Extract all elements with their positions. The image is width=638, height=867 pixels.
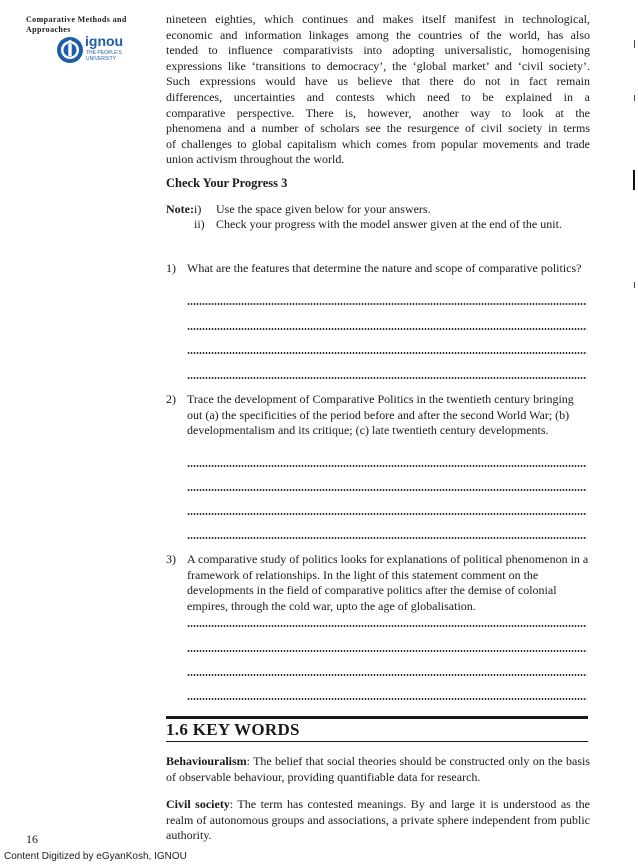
section-heading-key-words: 1.6 KEY WORDS xyxy=(166,720,300,739)
intro-line: expressions like ‘transitions to democracy’, the ‘global market’ and ‘civil society’. xyxy=(166,58,590,73)
question-text: A comparative study of politics looks for explanations of political phenomenon in a framework of relationships. In the light of this statement comment on the developments in the field of comparative politics after the demise of colonial empires, through the cold war, upto the age of globalisation. xyxy=(187,552,589,613)
answer-line[interactable] xyxy=(187,537,587,539)
key-word-entry xyxy=(166,754,590,785)
answer-line[interactable] xyxy=(187,625,587,627)
answer-line[interactable] xyxy=(187,513,587,515)
answer-line[interactable] xyxy=(187,303,587,305)
note-item xyxy=(166,202,590,217)
logo-tagline xyxy=(86,50,126,62)
scan-mark xyxy=(634,95,635,101)
note-block xyxy=(166,202,590,232)
answer-line[interactable] xyxy=(187,650,587,652)
note-item-number: ii) xyxy=(194,217,205,231)
answer-line[interactable] xyxy=(187,674,587,676)
intro-line: tended to influence comparativists into adopting universalistic, homogenising xyxy=(166,43,590,58)
running-header-line-1: Comparative Methods and xyxy=(26,15,127,24)
ignou-logo xyxy=(56,33,128,72)
section-rule-bottom xyxy=(166,741,588,742)
intro-line: comparative perspective. There is, however, another way to look at the xyxy=(166,105,590,120)
intro-paragraph xyxy=(166,12,590,168)
note-item-text: Check your progress with the model answer given at the end of the unit. xyxy=(216,217,562,231)
question-1 xyxy=(166,261,590,277)
answer-line[interactable] xyxy=(187,328,587,330)
answer-line[interactable] xyxy=(187,465,587,467)
question-text: What are the features that determine the nature and scope of comparative politics? xyxy=(187,261,582,275)
digitization-footer: Content Digitized by eGyanKosh, IGNOU xyxy=(4,851,187,862)
note-item-text: Use the space given below for your answers. xyxy=(216,202,431,216)
scan-mark xyxy=(634,40,635,48)
answer-line[interactable] xyxy=(187,352,587,354)
question-2 xyxy=(166,392,590,439)
answer-line[interactable] xyxy=(187,489,587,491)
intro-line: phenomena and a number of scholars see the resurgence of civil society in terms xyxy=(166,121,590,136)
key-word-term: Behaviouralism xyxy=(166,754,247,768)
check-progress-heading: Check Your Progress 3 xyxy=(166,176,288,190)
question-text: Trace the development of Comparative Politics in the twentieth century bringing out (a) the specificities of the period before and after the second World War; (b) developmentalism and its critique; (c) late twentieth century developments. xyxy=(187,392,574,438)
running-header-line-2: Approaches xyxy=(26,25,71,34)
note-label: Note: xyxy=(166,202,194,216)
page-number: 16 xyxy=(26,832,38,846)
note-item-number: i) xyxy=(194,202,202,216)
note-item xyxy=(166,217,590,232)
question-number: 2) xyxy=(166,392,176,406)
intro-line: economic and information linkages among the countries of the world, has also xyxy=(166,27,590,42)
key-word-term: Civil society xyxy=(166,797,230,811)
key-word-definition: : The term has contested meanings. By and large it is understood as the realm of autonomous groups and associations, a private sphere independent from public authority. xyxy=(166,797,590,843)
scan-mark xyxy=(634,282,635,288)
question-3 xyxy=(166,552,590,614)
answer-line[interactable] xyxy=(187,698,587,700)
scan-mark xyxy=(633,170,635,190)
intro-line: Such expressions would have us believe that there do not in fact remain xyxy=(166,74,590,89)
intro-line: differences, uncertainties and contests which need to be explained in a xyxy=(166,89,590,104)
key-word-entry xyxy=(166,797,590,844)
running-header xyxy=(26,15,146,35)
key-word-definition: : The belief that social theories should be constructed only on the basis of observable behaviour, providing quantifiable data for research. xyxy=(166,754,590,784)
question-number: 1) xyxy=(166,261,176,275)
answer-line[interactable] xyxy=(187,377,587,379)
logo-wordmark: ignou xyxy=(85,33,124,49)
ignou-emblem-icon xyxy=(56,36,84,64)
logo-tagline-line-2: UNIVERSITY xyxy=(86,56,117,62)
intro-line: nineteen eighties, which continues and makes itself manifest in technological, xyxy=(166,12,590,26)
question-number: 3) xyxy=(166,552,176,566)
logo-tagline-line-1: THE PEOPLE'S xyxy=(86,50,122,56)
intro-line: union activism throughout the world. xyxy=(166,152,345,167)
intro-line: of challenges to global capitalism which comes from popular movements and trade xyxy=(166,136,590,151)
